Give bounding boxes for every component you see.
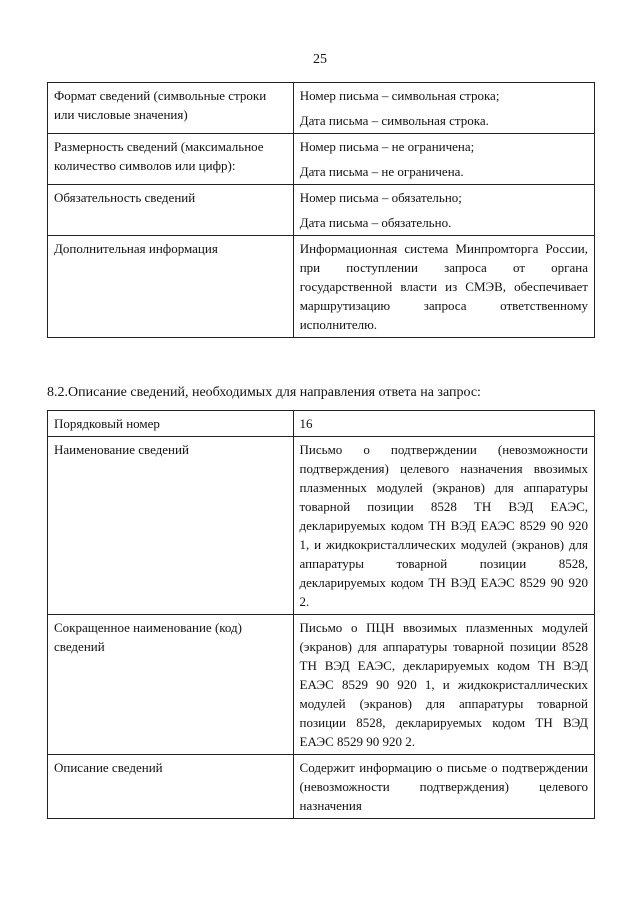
row-value [293, 134, 594, 185]
value-line: Информационная система Минпромторга России, при поступлении запроса от органа государственной власти из СМЭВ, обеспечивает маршрутизацию запроса ответственному исполнителю. [299, 241, 588, 332]
table-row [48, 185, 595, 236]
page-number: 25 [313, 52, 327, 67]
table-row [48, 83, 595, 134]
row-label: Порядковый номер [48, 411, 294, 437]
value-line: Дата письма – обязательно. [299, 215, 452, 230]
attributes-table [47, 82, 595, 338]
response-table [47, 410, 595, 819]
row-label: Размерность сведений (максимальное количество символов или цифр): [48, 134, 294, 185]
table-row [48, 755, 595, 819]
row-value: 16 [293, 411, 594, 437]
row-label: Наименование сведений [48, 437, 294, 615]
row-label: Дополнительная информация [48, 236, 294, 338]
row-value: Письмо о ПЦН ввозимых плазменных модулей (экранов) для аппаратуры товарной позиции 8528 ТН ВЭД ЕАЭС, декларируемых кодом ТН ВЭД ЕАЭС 8529 90 920 1, и жидкокристаллических модулей (экранов) для аппаратуры товарной позиции 8528, декларируемых кодом ТН ВЭД ЕАЭС 8529 90 920 2. [293, 615, 594, 755]
section-heading: 8.2.Описание сведений, необходимых для направления ответа на запрос: [47, 385, 481, 400]
value-line: Номер письма – символьная строка; [299, 88, 500, 103]
value-line: Номер письма – не ограничена; [299, 139, 475, 154]
row-value [293, 185, 594, 236]
row-label: Описание сведений [48, 755, 294, 819]
row-label: Формат сведений (символьные строки или числовые значения) [48, 83, 294, 134]
table-row [48, 134, 595, 185]
row-label: Сокращенное наименование (код) сведений [48, 615, 294, 755]
row-value [293, 236, 594, 338]
table-row [48, 411, 595, 437]
table-row [48, 615, 595, 755]
table-row [48, 236, 595, 338]
value-line: Номер письма – обязательно; [299, 190, 462, 205]
value-line: Дата письма – символьная строка. [299, 113, 489, 128]
row-value: Письмо о подтверждении (невозможности подтверждения) целевого назначения ввозимых плазменных модулей (экранов) для аппаратуры товарной позиции 8528 ТН ВЭД ЕАЭС, декларируемых кодом ТН ВЭД ЕАЭС 8529 90 920 1, и жидкокристаллических модулей (экранов) для аппаратуры товарной позиции 8528, декларируемых кодом ТН ВЭД ЕАЭС 8529 90 920 2. [293, 437, 594, 615]
row-value [293, 83, 594, 134]
value-line: Дата письма – не ограничена. [299, 164, 464, 179]
row-value: Содержит информацию о письме о подтверждении (невозможности подтверждения) целевого назначения [293, 755, 594, 819]
row-label: Обязательность сведений [48, 185, 294, 236]
table-row [48, 437, 595, 615]
